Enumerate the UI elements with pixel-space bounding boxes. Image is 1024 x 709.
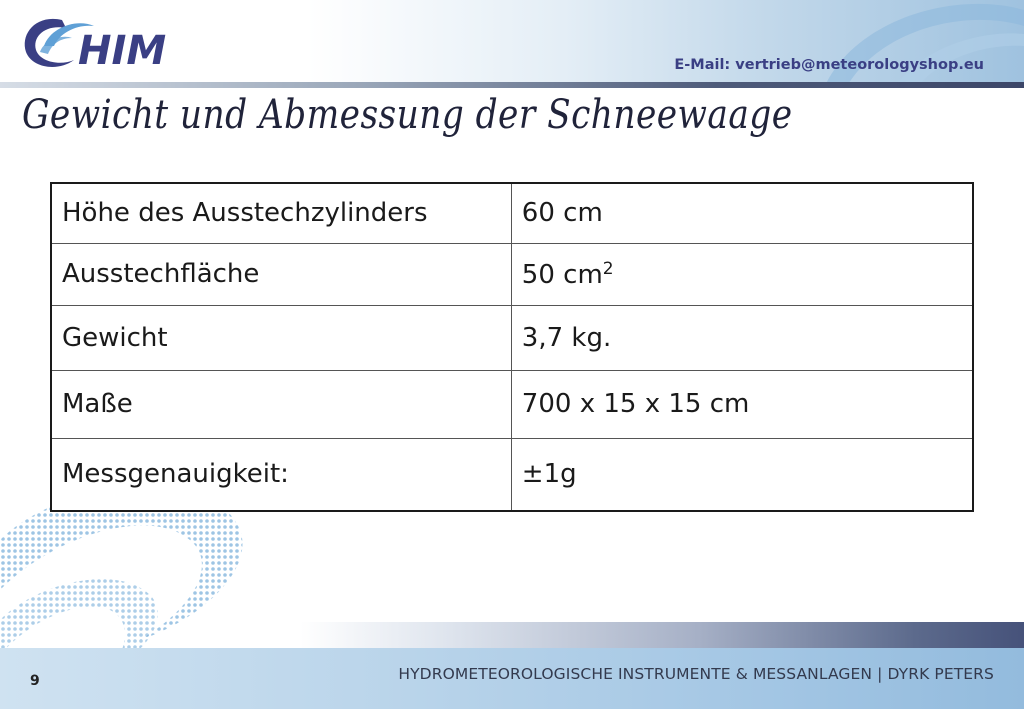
him-logo — [14, 6, 199, 76]
table-row — [51, 370, 973, 438]
spec-value — [511, 305, 973, 370]
specifications-table — [50, 182, 974, 512]
contact-email[interactable]: E-Mail: vertrieb@meteorologyshop.eu — [674, 57, 984, 73]
spec-value — [511, 183, 973, 243]
spec-value — [511, 438, 973, 511]
table-row — [51, 305, 973, 370]
unit-superscript: 2 — [602, 258, 614, 279]
spec-value-text: 50 cm — [521, 259, 603, 290]
spec-value-text: ±1g — [521, 459, 577, 490]
header-divider — [0, 82, 1024, 88]
page-title: Gewicht und Abmessung der Schneewaage — [22, 92, 793, 138]
spec-label: Maße — [51, 370, 511, 438]
table-row — [51, 243, 973, 305]
spec-value-text: 60 cm — [521, 198, 603, 229]
page-number: 9 — [30, 673, 40, 689]
header-swirl-decoration — [784, 0, 1024, 88]
spec-value-text: 3,7 kg. — [521, 322, 612, 353]
table-row — [51, 183, 973, 243]
spec-value — [511, 370, 973, 438]
spec-label: Messgenauigkeit: — [51, 438, 511, 511]
spec-label: Höhe des Ausstechzylinders — [51, 183, 511, 243]
spec-value — [511, 243, 973, 305]
footer-accent-band — [300, 622, 1024, 648]
table-row — [51, 438, 973, 511]
spec-value-text: 700 x 15 x 15 cm — [521, 389, 750, 419]
footer-text: HYDROMETEOROLOGISCHE INSTRUMENTE & MESSANLAGEN | DYRK PETERS — [398, 665, 994, 683]
logo-text: HIM — [78, 28, 167, 74]
spec-label: Ausstechfläche — [51, 243, 511, 305]
spec-label: Gewicht — [51, 305, 511, 370]
